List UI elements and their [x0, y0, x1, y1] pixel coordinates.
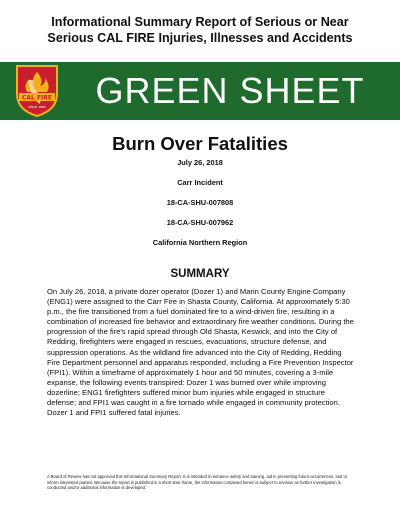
- report-type-line-2: Serious CAL FIRE Injuries, Illnesses and Accidents: [47, 31, 353, 45]
- summary-heading: SUMMARY: [170, 268, 230, 280]
- incident-name: Carr Incident: [177, 178, 223, 187]
- banner-title: GREEN SHEET: [95, 70, 365, 111]
- report-type-line-1: Informational Summary Report of Serious or Near: [51, 15, 349, 29]
- incident-number-2: 18-CA-SHU-007962: [166, 218, 234, 227]
- svg-text:SINCE 1885: SINCE 1885: [28, 105, 46, 109]
- incident-number-1: 18-CA-SHU-007808: [166, 198, 234, 207]
- report-date: July 26, 2018: [177, 158, 223, 167]
- summary-paragraph: On July 26, 2018, a private dozer operator (Dozer 1) and Marin County Engine Company (ENG1) were assigned to the Carr Fire in Shasta County, California. At approximately 5:30 p.m., the fire transitioned from a fuel dominated fire to a wind-driven fire, resulting in a combination of increased fire behavior and extraordinary fire weather conditions. During the progression of the fire's rapid spread through Old Shasta, Keswick, and into the City of Redding, firefighters were engaged in rescues, evacuations, structure defense, and suppression operations. As the wildland fire advanced into the City of Redding, Redding Fire Department personnel and apparatus responded, including a Fire Prevention Inspector (FPI1). Within a timeframe of approximately 1 hour and 50 minutes, covering a 3-mile expanse, the following events transpired: Dozer 1 was burned over while improving dozerline; ENG1 firefighters suffered minor burn injuries while engaged in structure defense; and FPI1 was caught in a fire tornado while engaged in community protection. Dozer 1 and FPI1 suffered fatal injuries.: [47, 287, 354, 418]
- disclaimer-text: A Board of Review has not approved this Informational Summary Report. It is intended to enhance safety and training, aid in preventing future occurrences, and to inform interested parties. Because the report is published in a short time frame, the information contained herein is subject to revision as further investigation is conducted and/or additional information is developed.: [47, 474, 348, 491]
- region-name: California Northern Region: [152, 238, 248, 247]
- svg-text:CAL FIRE: CAL FIRE: [21, 94, 53, 102]
- report-title: Burn Over Fatalities: [112, 133, 288, 154]
- report-type-title: [0, 14, 400, 46]
- cal-fire-logo-icon: [15, 64, 59, 118]
